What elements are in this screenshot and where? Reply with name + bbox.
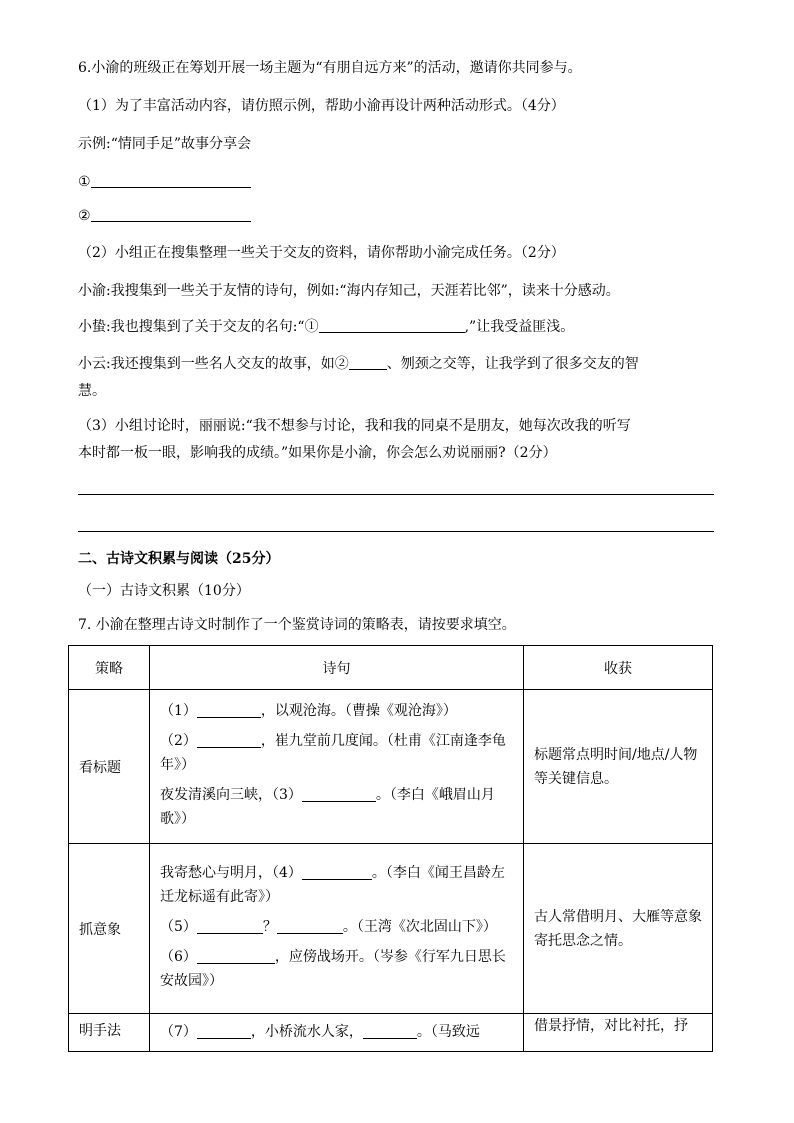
q7-stem: 7. 小渝在整理古诗文时制作了一个鉴赏诗词的策略表，请按要求填空。	[78, 617, 516, 633]
gain-text: 古人常借明月、大雁等意象寄托思念之情。	[524, 844, 713, 1014]
fill-blank[interactable]	[197, 732, 261, 748]
q6-part3-line2: 本时都一板一眼，影响我的成绩。”如果你是小渝，你会怎么劝说丽丽?（2分）	[78, 445, 557, 461]
q6-part2: （2）小组正在搜集整理一些关于交友的资料，请你帮助小渝完成任务。（2分）	[78, 245, 565, 261]
circled-number-1: ①	[78, 174, 91, 190]
xiaozhe-text	[78, 317, 574, 337]
xiaoyun-text-post: 、刎颈之交等，让我学到了很多交友的智	[386, 356, 639, 372]
answer-line-2[interactable]	[78, 206, 251, 226]
poem-line: （2） ，崔九堂前几度闻。（杜甫《江南逢李龟年》）	[160, 733, 506, 773]
table-row	[69, 690, 713, 844]
section2-sub1: （一）古诗文积累（10分）	[78, 583, 250, 599]
circled-number-2: ②	[78, 208, 91, 224]
poem-cell	[150, 690, 524, 844]
fill-blank[interactable]	[277, 918, 343, 934]
fill-blank[interactable]	[197, 948, 275, 964]
xiaoyu-text: 小渝:我搜集到一些关于友情的诗句，例如:“海内存知己，天涯若比邻”，读来十分感动。	[78, 283, 620, 299]
table-row	[69, 844, 713, 1014]
q6-stem: 6.小渝的班级正在筹划开展一场主题为“有朋自远方来”的活动，邀请你共同参与。	[78, 60, 582, 76]
answer-blank-2[interactable]	[91, 207, 251, 222]
strategy-table	[68, 645, 713, 1052]
quote-blank[interactable]	[319, 318, 465, 333]
strategy-name: 抓意象	[69, 844, 150, 1014]
xiaoyun-text-pre: 小云:我还搜集到一些名人交友的故事，如②	[78, 356, 349, 372]
q6-part1: （1）为了丰富活动内容，请仿照示例，帮助小渝再设计两种活动形式。（4分）	[78, 98, 565, 114]
xiaoyun-text	[78, 354, 639, 374]
q6-part3-line1: （3）小组讨论时，丽丽说:“我不想参与讨论，我和我的同桌不是朋友，她每次改我的听写	[78, 418, 631, 434]
q6-example: 示例:“情同手足”故事分享会	[78, 136, 252, 152]
xiaozhe-text-post: ,”让我受益匪浅。	[464, 319, 575, 335]
poem-line: （5） ？ 。（王湾《次北固山下》）	[160, 919, 497, 935]
header-poems: 诗句	[150, 646, 524, 690]
fill-blank[interactable]	[302, 786, 376, 802]
fill-blank[interactable]	[197, 918, 263, 934]
story-blank[interactable]	[349, 355, 387, 370]
poem-line: 夜发清溪向三峡，（3） 。（李白《峨眉山月歌》）	[160, 787, 495, 827]
xiaozhe-text-pre: 小蛰:我也搜集到了关于交友的名句:“①	[78, 319, 319, 335]
fill-blank[interactable]	[302, 864, 372, 880]
table-row	[69, 1014, 713, 1052]
poem-line: （1） ，以观沧海。（曹操《观沧海》）	[160, 703, 457, 719]
xiaoyun-text-cont: 慧。	[78, 383, 106, 399]
answer-line-1[interactable]	[78, 172, 251, 192]
fill-blank[interactable]	[363, 1023, 417, 1039]
fill-blank[interactable]	[197, 1023, 251, 1039]
strategy-name: 明手法	[69, 1014, 150, 1052]
header-strategy: 策略	[69, 646, 150, 690]
poem-cell	[150, 844, 524, 1014]
header-gain: 收获	[524, 646, 713, 690]
section2-title: 二、古诗文积累与阅读（25分）	[78, 551, 280, 567]
answer-rule-1[interactable]	[78, 494, 714, 495]
table-header-row	[69, 646, 713, 690]
fill-blank[interactable]	[197, 702, 261, 718]
answer-blank-1[interactable]	[91, 173, 251, 188]
strategy-name: 看标题	[69, 690, 150, 844]
poem-cell	[150, 1014, 524, 1052]
answer-rule-2[interactable]	[78, 531, 714, 532]
gain-text: 标题常点明时间/地点/人物等关键信息。	[524, 690, 713, 844]
poem-line: （6） ，应傍战场开。（岑参《行军九日思长安故园》）	[160, 949, 506, 989]
poem-line: 我寄愁心与明月，（4） 。（李白《闻王昌龄左迁龙标遥有此寄》）	[160, 865, 505, 905]
gain-text: 借景抒情，对比衬托，抒	[524, 1014, 713, 1052]
poem-line: （7） ，小桥流水人家， 。（马致远	[160, 1024, 480, 1040]
